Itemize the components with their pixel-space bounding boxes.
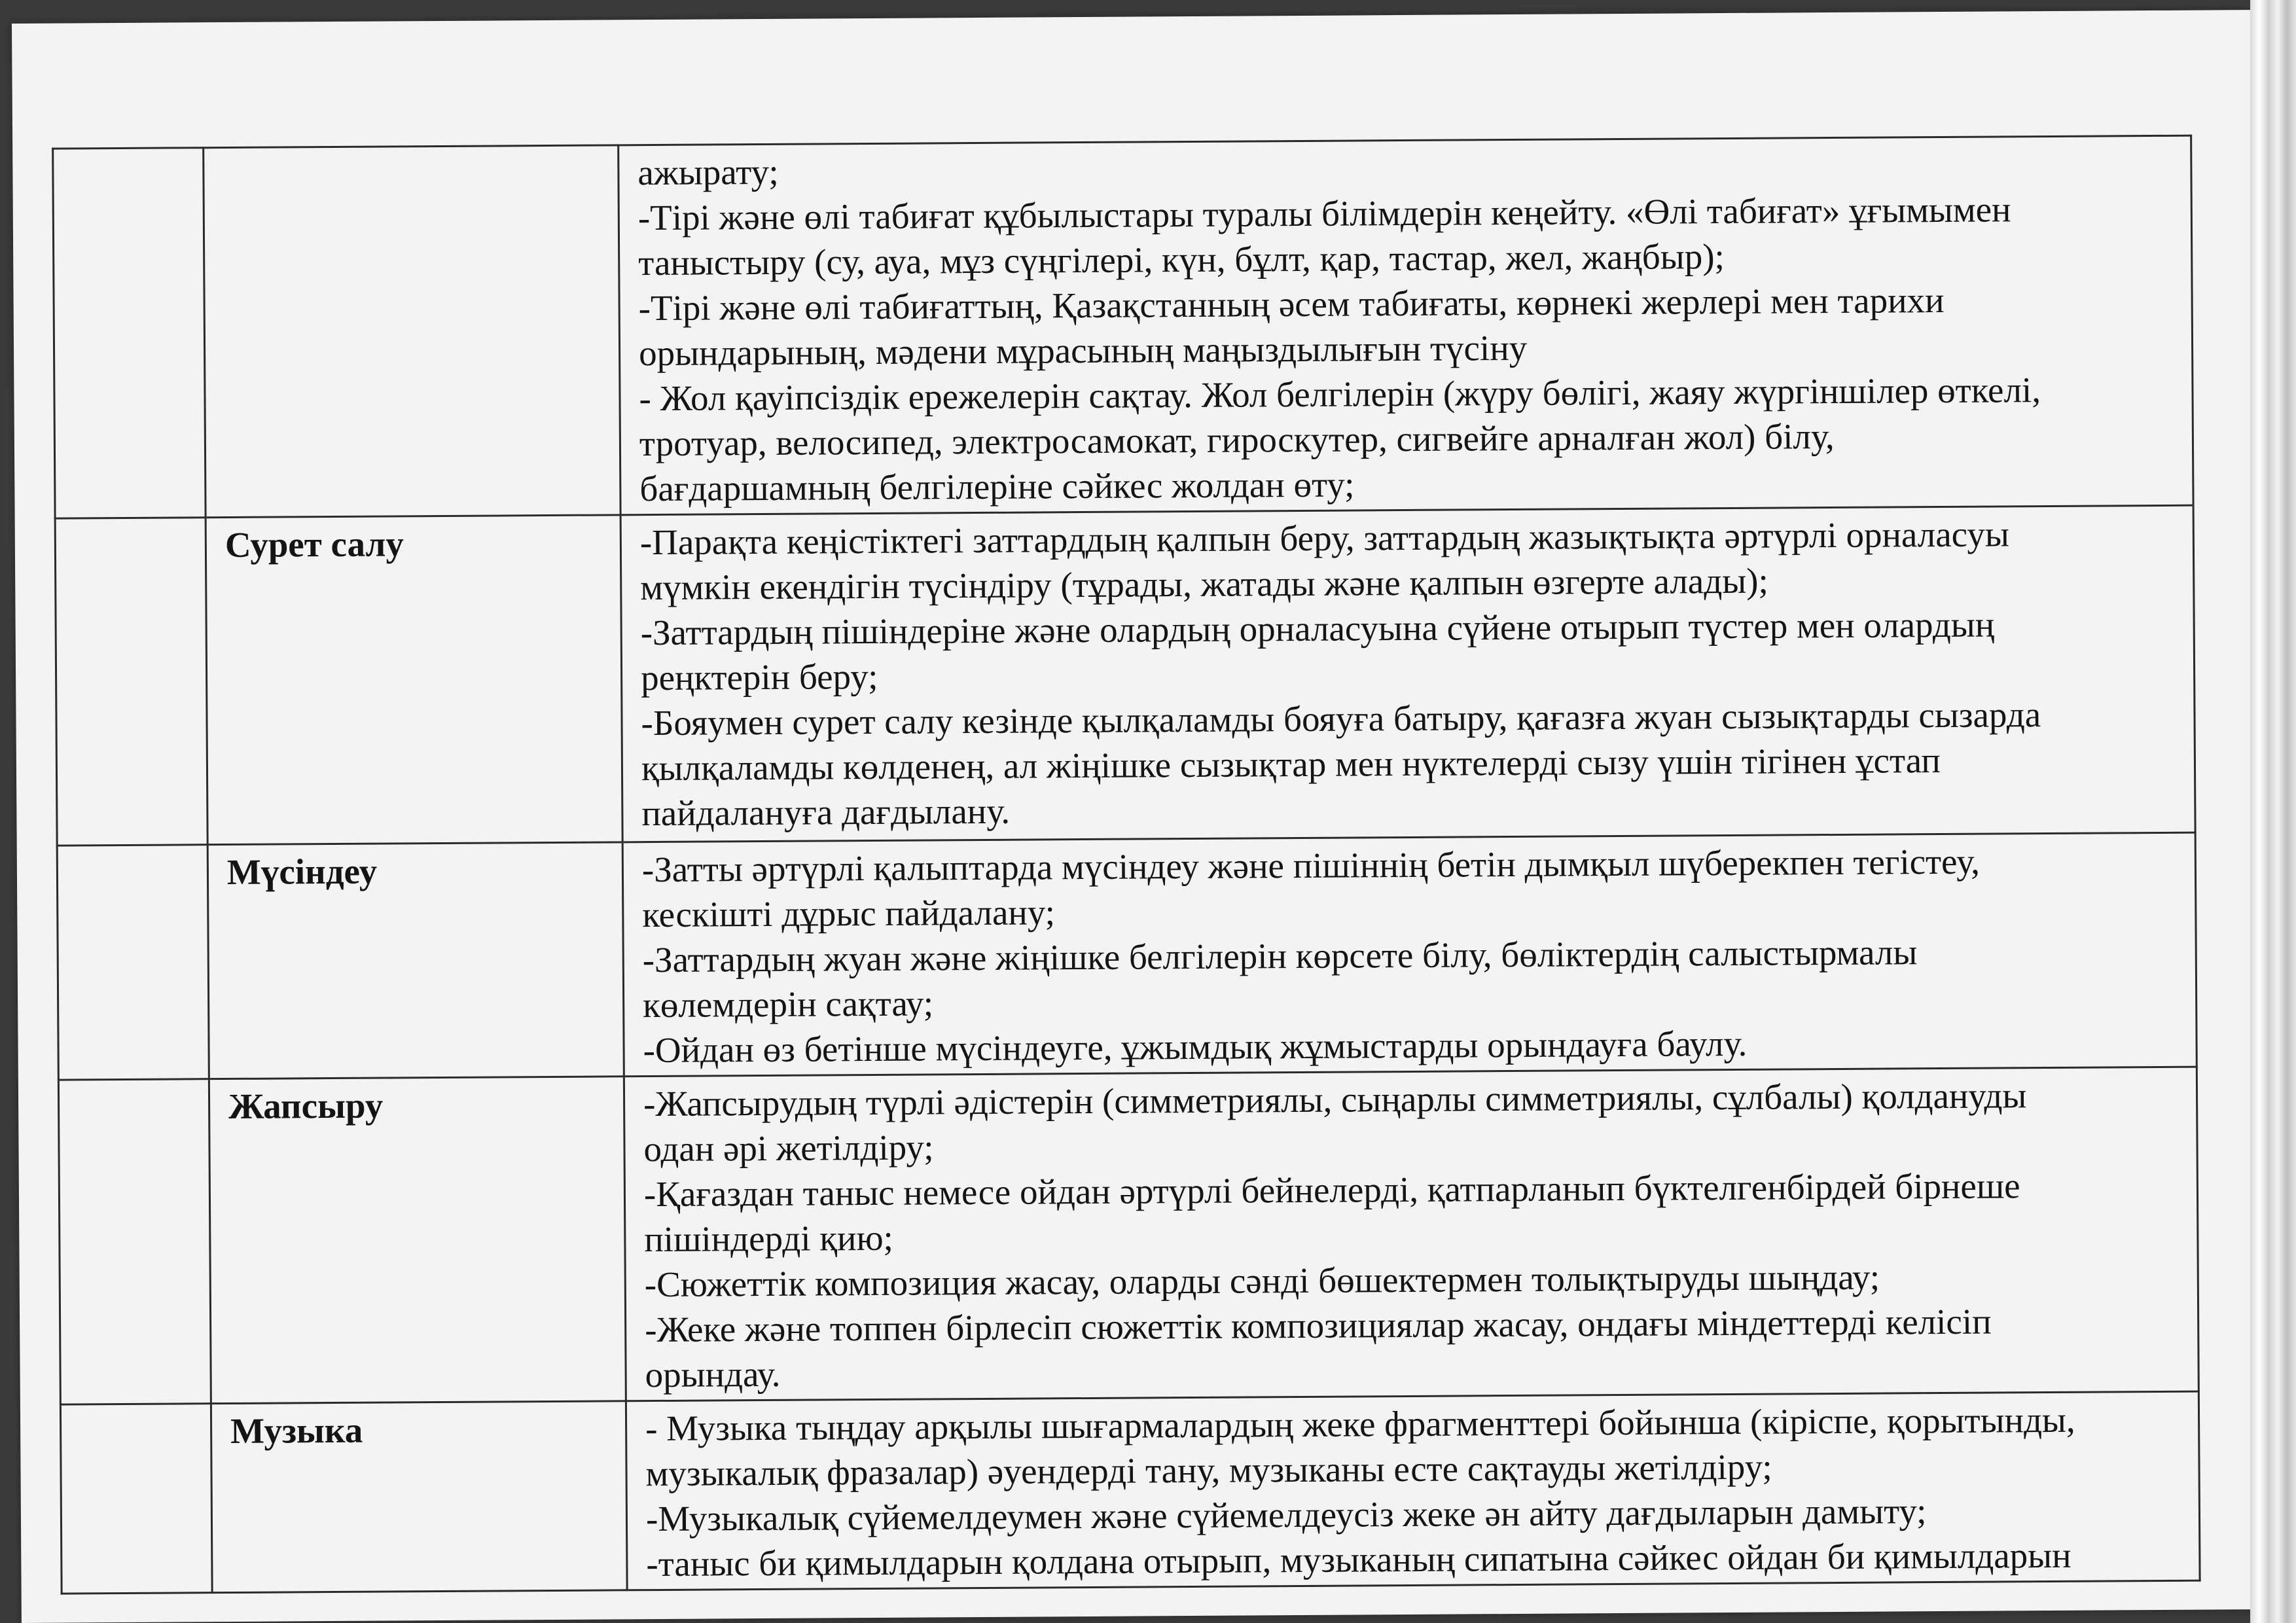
text-line: кескішті дұрыс пайдалану; (642, 892, 1056, 935)
content-cell (620, 505, 2195, 842)
text-line: орындарының, мәдени мұрасының маңыздылығын түсіну (638, 327, 1528, 374)
text-line: -Ойдан өз бетінше мүсіндеуге, ұжымдық жұмыстарды орындауға баулу. (643, 1023, 1748, 1071)
text-line: реңктерін беру; (640, 656, 878, 698)
content-cell (624, 1067, 2198, 1401)
document-page (12, 10, 2260, 1623)
text-line: орындау. (645, 1353, 781, 1395)
text-line: -Сюжеттік композиция жасау, оларды сәнді бөшектермен толықтыруды шыңдау; (644, 1257, 1880, 1305)
curriculum-table (52, 135, 2200, 1595)
text-line: тротуар, велосипед, электросамокат, гироскутер, сигвейге арналған жол) білу, (639, 416, 1835, 464)
table-row (55, 505, 2195, 846)
content-cell (619, 135, 2193, 515)
text-line: таныстыру (су, ауа, мұз сүңгілері, күн, бұлт, қар, тастар, жел, жаңбыр); (638, 236, 1725, 283)
row-number-cell (53, 148, 206, 518)
text-line: -Тірі және өлі табиғаттың, Қазақстанның әсем табиғаты, көрнекі жерлері мен тарихи (638, 279, 1945, 329)
subject-cell: Музыка (211, 1401, 627, 1593)
text-line: -Затты әртүрлі қалыптарда мүсіндеу және пішіннің бетін дымқыл шүберекпен тегістеу, (641, 841, 1981, 890)
text-line: -Тірі және өлі табиғат құбылыстары туралы білімдерін кеңейту. «Өлі табиғат» ұғымымен (637, 189, 2011, 238)
text-line: -таныс би қимылдарын қолдана отырып, музыканың сипатына сәйкес ойдан би қимылдарын (646, 1535, 2072, 1584)
text-line: пайдалануға дағдылану. (641, 791, 1011, 834)
table-row (53, 135, 2193, 518)
text-line: -Жеке және топпен бірлесіп сюжеттік композициялар жасау, ондағы міндеттерді келісіп (645, 1301, 1992, 1350)
text-line: -Қағаздан таныс немесе ойдан әртүрлі бейнелерді, қатпарланып бүктелгенбірдей бірнеше (643, 1166, 2020, 1215)
content-cell (622, 832, 2197, 1077)
subject-cell: Жапсыру (209, 1077, 626, 1404)
table-row (58, 1067, 2198, 1404)
text-line: музыкалық фразалар) әуендерді тану, музыканы есте сақтауды жетілдіру; (645, 1446, 1772, 1494)
text-line: -Бояумен сурет салу кезінде қылқаламды бояуға батыру, қағазға жуан сызықтарды сызарда (641, 694, 2041, 743)
row-number-cell (57, 845, 209, 1080)
text-line: мүмкін екендігін түсіндіру (тұрады, жатады және қалпын өзгерте алады); (640, 560, 1768, 608)
text-line: -Музыкалық сүйемелдеумен және сүйемелдеусіз жеке ән айту дағдыларын дамыту; (645, 1491, 1927, 1539)
row-number-cell (55, 518, 207, 846)
row-number-cell (60, 1404, 212, 1594)
text-line: қылқаламды көлденең, ал жіңішке сызықтар мен нүктелерді сызу үшін тігінен ұстап (641, 740, 1941, 789)
subject-cell: Мүсіндеу (207, 842, 624, 1079)
text-line: көлемдерін сақтау; (642, 983, 934, 1026)
subject-cell: Сурет салу (206, 515, 622, 845)
text-line: -Заттардың жуан және жіңішке белгілерін көрсете білу, бөліктердің салыстырмалы (642, 932, 1918, 980)
text-line: - Жол қауіпсіздік ережелерін сақтау. Жол белгілерін (жүру бөлігі, жаяу жүргіншілер өткелі, (639, 370, 2041, 419)
subject-cell (204, 145, 620, 518)
text-line: ажырату; (637, 151, 779, 193)
table-row (57, 832, 2197, 1080)
text-line: - Музыка тыңдау арқылы шығармалардың жеке фрагменттері бойынша (кіріспе, қорытынды, (645, 1399, 2075, 1449)
text-line: одан әрі жетілдіру; (643, 1127, 934, 1169)
row-number-cell (58, 1079, 211, 1404)
text-line: -Парақта кеңістіктегі заттарддың қалпын беру, заттардың жазықтықта әртүрлі орналасуы (639, 514, 2009, 563)
text-line: -Заттардың пішіндеріне және олардың орналасуына сүйене отырып түстер мен олардың (640, 604, 1995, 653)
text-line: пішіндерді қию; (644, 1217, 894, 1260)
text-line: -Жапсырудың түрлі әдістерін (симметриялы, сыңарлы симметриялы, сұлбалы) қолдануды (643, 1075, 2027, 1124)
table-row (60, 1391, 2200, 1594)
book-page-edge (2250, 0, 2296, 1623)
content-cell (626, 1391, 2200, 1590)
text-line: бағдаршамның белгілеріне сәйкес жолдан өту; (639, 464, 1355, 509)
